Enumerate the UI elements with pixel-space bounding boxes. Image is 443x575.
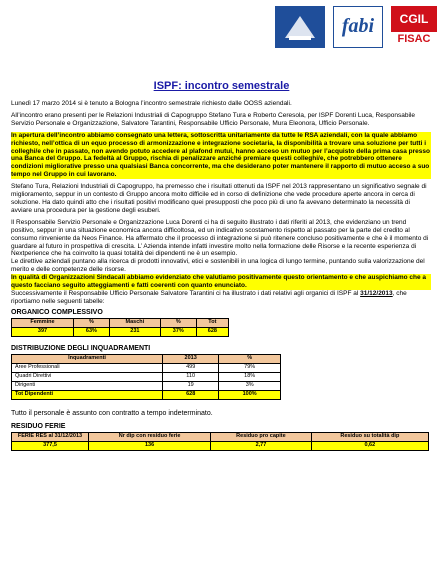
ferie-res: 377,5	[12, 442, 89, 451]
logo-bar	[275, 6, 437, 48]
paragraph-union-position: In qualità di Organizzazioni Sindacali abbiamo evidenziato che valutiamo positivamente questo orientamento e che auspichiamo che a questo facciano seguito atteggiamenti e fatti coerenti con quanto enunciato.	[11, 274, 431, 290]
ferie-procapite: 2,77	[211, 442, 311, 451]
organico-table	[11, 318, 229, 337]
ferie-totalita: 0,62	[311, 442, 428, 451]
ferie-header-procapite: Residuo pro capite	[211, 433, 311, 442]
fisac-logo-text: FISAC	[397, 33, 431, 45]
paragraph-tarantini-a: Successivamente il Responsabile Ufficio Personale Salvatore Tarantini ci ha illustrato i dati relativi agli organici di ISPF al	[11, 289, 361, 297]
organico-femmine: 397	[12, 327, 74, 336]
inquadramenti-total-value: 628	[163, 390, 219, 399]
inquadramenti-row-pct: 3%	[219, 381, 281, 390]
organico-header-pct-f: %	[74, 318, 110, 327]
cgil-logo-text: CGIL	[391, 6, 437, 32]
table-row	[12, 363, 281, 372]
inquadramenti-row-label: Quadri Direttivi	[12, 372, 163, 381]
fabi-logo-text: fabi	[341, 15, 375, 37]
inquadramenti-header-year: 2013	[163, 354, 219, 363]
fabi-logo	[333, 6, 383, 48]
ferie-title: RESIDUO FERIE	[11, 423, 66, 431]
inquadramenti-total-row	[12, 390, 281, 399]
inquadramenti-total-label: Tot Dipendenti	[12, 390, 163, 399]
cgil-fisac-logo	[391, 6, 437, 48]
ferie-nr: 136	[89, 442, 211, 451]
paragraph-tarantini-date: 31/12/2013	[360, 289, 393, 297]
organico-value-row	[12, 327, 229, 336]
table-row	[12, 381, 281, 390]
table-row	[12, 372, 281, 381]
bank-logo	[275, 6, 325, 48]
ferie-header-res: FERIE RES al 31/12/2013	[12, 433, 89, 442]
organico-title: ORGANICO COMPLESSIVO	[11, 308, 103, 316]
paragraph-attendees: All’incontro erano presenti per le Relazioni Industriali di Capogruppo Stefano Tura e Roberto Ceresola, per ISPF Dorenti Luca, Responsabile Servizio Personale e Organizzazione, Salvatore Tarantini, Responsabile Ufficio Personale, Mura Eleonora, Ufficio Personale.	[11, 111, 415, 127]
ferie-header-row	[12, 433, 429, 442]
paragraph-tura: Stefano Tura, Relazioni Industriali di Capogruppo, ha premesso che i risultati ottenuti da ISPF nel 2013 rappresentano un significativo segnale di miglioramento, seppur in un contesto di Gruppo ancora molto difficile ed in corso di definizione che vede procedure aperte ancora in cerca di soluzione. Ha dato quindi atto che i risultati positivi modificano quei presupposti che poco più di uno fa avevano determinato la necessità di avviare una procedura per la gestione degli esuberi.	[11, 183, 427, 214]
inquadramenti-row-value: 110	[163, 372, 219, 381]
inquadramenti-table	[11, 354, 281, 400]
organico-header-maschi: Maschi	[109, 318, 160, 327]
paragraph-directives: Le direttive aziendali puntano alla ricerca di prodotti innovativi, etici e sostenibili in una logica di lungo termine, puntando sulla valorizzazione del merito e delle competenze delle risorse.	[11, 258, 425, 274]
organico-tot: 628	[196, 327, 228, 336]
ferie-table	[11, 432, 429, 451]
inquadramenti-row-label: Aree Professionali	[12, 363, 163, 372]
organico-header-pct-m: %	[160, 318, 196, 327]
paragraph-dorenti: Il Responsabile Servizio Personale e Organizzazione Luca Dorenti ci ha di seguito illustrato i dati riferiti al 2013, che evidenziano un trend positivo, seppur in una situazione economica ancora difficoltosa, ed un indicativo scostamento rispetto al passato per la parte del credito al consumo rinveniente da Neos Finance. Ha affermato che il processo di integrazione si può ritenere concluso positivamente e che è il momento di guardare al futuro in prospettiva di crescita. L’ Azienda intende infatti investire molto nella formazione delle Risorse e la recente esperienza di Nextperience che ha coinvolto la quasi totalità dei dipendenti ne è un esempio.	[11, 218, 429, 258]
inquadramenti-header-label: Inquadramenti	[12, 354, 163, 363]
paragraph-mortgage-request: In apertura dell’incontro abbiamo consegnato una lettera, sottoscritta unitariamente da tutte le RSA aziendali, con la quale abbiamo richiesto, nell’ottica di un equo processo di armonizzazione e integrazione societaria, la disponibilità a trovare una soluzione per tutti i colleghi/e che in passato, non avendo potuto accedere al plafond mutui, hanno acceso un mutuo per l’acquisto della prima casa presso una Banca del Gruppo. La fedeltà al Gruppo, rischia di penalizzare anziché premiare questi colleghi/e, che potrebbero ottenere condizioni migliorative presso una qualsiasi Banca concorrente, ma che desiderano poter mantenere il rapporto di mutuo acceso a suo tempo nel Gruppo in cui lavorano.	[11, 131, 430, 179]
document-body	[11, 100, 431, 451]
ferie-header-totalita: Residuo su totalità dip	[311, 433, 428, 442]
paragraph-meeting-date: Lunedì 17 marzo 2014 si è tenuto a Bologna l’incontro semestrale richiesto dalle OOSS aziendali.	[11, 100, 292, 107]
inquadramenti-row-pct: 79%	[219, 363, 281, 372]
inquadramenti-title: DISTRIBUZIONE DEGLI INQUADRAMENTI	[11, 344, 151, 352]
paragraph-contract: Tutto il personale è assunto con contratto a tempo indeterminato.	[11, 409, 213, 417]
bank-logo-icon	[275, 6, 325, 48]
inquadramenti-row-value: 19	[163, 381, 219, 390]
paragraph-tarantini	[11, 290, 431, 306]
page-title: ISPF: incontro semestrale	[153, 80, 290, 92]
inquadramenti-row-pct: 18%	[219, 372, 281, 381]
inquadramenti-row-value: 499	[163, 363, 219, 372]
inquadramenti-total-pct: 100%	[219, 390, 281, 399]
organico-header-femmine: Femmine	[12, 318, 74, 327]
organico-header-tot: Tot	[196, 318, 228, 327]
paragraph-tarantini-c: , che riportiamo nelle seguenti tabelle:	[11, 289, 407, 305]
ferie-header-nr: Nr dip con residuo ferie	[89, 433, 211, 442]
inquadramenti-row-label: Dirigenti	[12, 381, 163, 390]
organico-maschi: 231	[109, 327, 160, 336]
organico-header-row	[12, 318, 229, 327]
organico-pct-f: 63%	[74, 327, 110, 336]
ferie-value-row	[12, 442, 429, 451]
inquadramenti-header-row	[12, 354, 281, 363]
inquadramenti-header-pct: %	[219, 354, 281, 363]
organico-pct-m: 37%	[160, 327, 196, 336]
